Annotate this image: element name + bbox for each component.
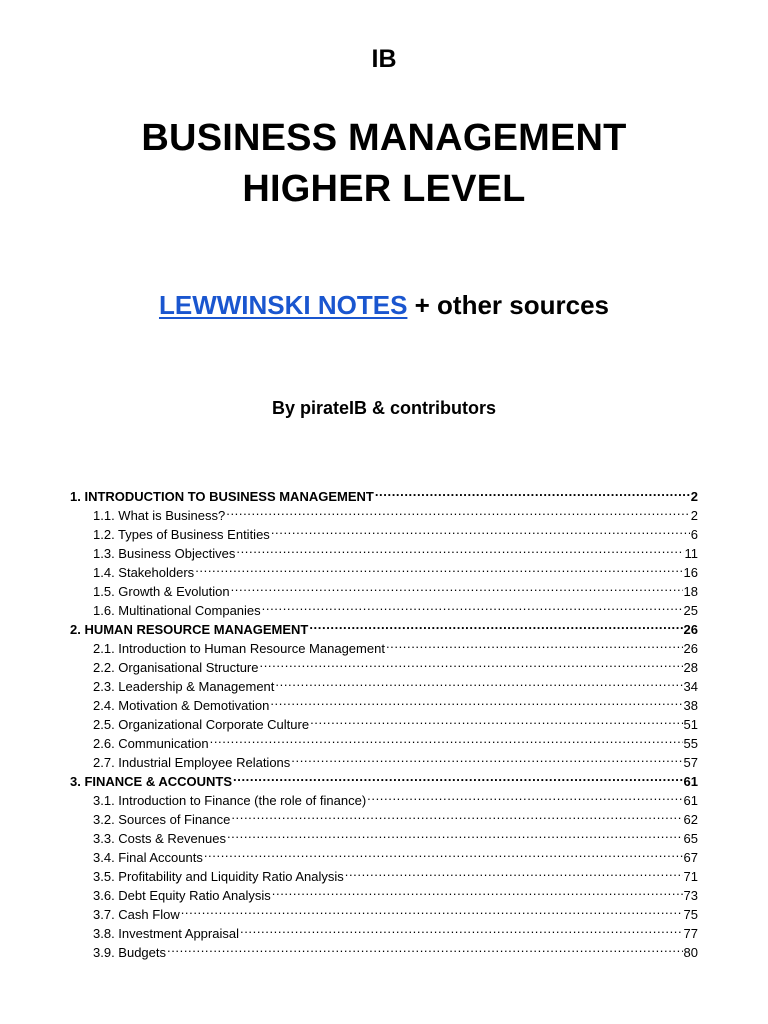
subtitle-rest: + other sources [407, 290, 609, 320]
toc-dot-leader [310, 710, 682, 729]
toc-dot-leader [309, 615, 682, 634]
toc-entry-label: 1.2. Types of Business Entities [93, 527, 270, 542]
toc-entry-label: 2.5. Organizational Corporate Culture [93, 717, 310, 732]
toc-dot-leader [240, 919, 683, 938]
toc-dot-leader [227, 824, 683, 843]
document-label-ib: IB [371, 45, 397, 73]
toc-entry-label: 2.1. Introduction to Human Resource Management [93, 641, 385, 656]
toc-entry-label: 1.5. Growth & Evolution [93, 584, 230, 599]
toc-page-number: 55 [683, 736, 698, 751]
toc-entry-label: 3.6. Debt Equity Ratio Analysis [93, 888, 271, 903]
toc-entry-label: 1.4. Stakeholders [93, 565, 195, 580]
lewwinski-notes-link[interactable]: LEWWINSKI NOTES [158, 290, 408, 320]
toc-dot-leader [226, 501, 690, 520]
toc-page-number: 6 [690, 527, 698, 542]
toc-dot-leader [210, 729, 683, 748]
toc-page-number: 67 [683, 850, 698, 865]
toc-entry-label: 2.4. Motivation & Demotivation [93, 698, 270, 713]
byline: By pirateIB & contributors [271, 398, 497, 418]
toc-page-number: 16 [683, 565, 698, 580]
toc-entry-label: 2.7. Industrial Employee Relations [93, 755, 291, 770]
toc-entry-label: 2. HUMAN RESOURCE MANAGEMENT [70, 622, 309, 637]
toc-entry-label: 1.6. Multinational Companies [93, 603, 261, 618]
toc-dot-leader [345, 862, 683, 881]
toc-entry-label: 3.3. Costs & Revenues [93, 831, 226, 846]
toc-page-number: 38 [683, 698, 698, 713]
toc-page-number: 26 [683, 641, 698, 656]
toc-entry-label: 3.2. Sources of Finance [93, 812, 231, 827]
toc-dot-leader [271, 520, 690, 539]
toc-dot-leader [367, 786, 682, 805]
toc-entry-label: 3.9. Budgets [93, 945, 166, 960]
toc-dot-leader [231, 577, 683, 596]
toc-entry-label: 2.3. Leadership & Management [93, 679, 275, 694]
toc-page-number: 71 [683, 869, 698, 884]
toc-page-number: 65 [683, 831, 698, 846]
toc-page-number: 77 [683, 926, 698, 941]
document-subtitle [0, 288, 768, 322]
toc-dot-leader [195, 558, 682, 577]
toc-page-number: 11 [684, 546, 698, 561]
toc-page-number: 57 [683, 755, 698, 770]
toc-page-number: 80 [683, 945, 698, 960]
toc-page-number: 28 [683, 660, 698, 675]
toc-dot-leader [167, 938, 683, 957]
toc-entry-label: 3.4. Final Accounts [93, 850, 203, 865]
table-of-contents [70, 482, 698, 960]
toc-dot-leader [272, 881, 683, 900]
toc-dot-leader [204, 843, 683, 862]
toc-page-number: 18 [683, 584, 698, 599]
toc-page-number: 61 [683, 793, 698, 808]
toc-page-number: 2 [690, 489, 698, 504]
toc-page-number: 2 [690, 508, 698, 523]
toc-entry-label: 3.1. Introduction to Finance (the role of finance) [93, 793, 367, 808]
toc-page-number: 62 [683, 812, 698, 827]
toc-entry-label: 1.1. What is Business? [93, 508, 226, 523]
toc-entry-label: 3.8. Investment Appraisal [93, 926, 239, 941]
toc-dot-leader [275, 672, 682, 691]
toc-dot-leader [231, 805, 682, 824]
toc-entry-label: 3. FINANCE & ACCOUNTS [70, 774, 233, 789]
toc-page-number: 75 [683, 907, 698, 922]
toc-page-number: 51 [683, 717, 698, 732]
title-line-2: HIGHER LEVEL [242, 168, 526, 210]
toc-dot-leader [262, 596, 683, 615]
toc-dot-leader [386, 634, 683, 653]
toc-dot-leader [236, 539, 683, 558]
toc-page-number: 26 [683, 622, 698, 637]
toc-entry-label: 3.7. Cash Flow [93, 907, 180, 922]
toc-dot-leader [270, 691, 682, 710]
toc-dot-leader [259, 653, 682, 672]
toc-entry-label: 1.3. Business Objectives [93, 546, 236, 561]
toc-entry-label: 3.5. Profitability and Liquidity Ratio Analysis [93, 869, 344, 884]
toc-page-number: 25 [683, 603, 698, 618]
toc-entry-label: 2.6. Communication [93, 736, 209, 751]
toc-dot-leader [291, 748, 682, 767]
toc-page-number: 61 [683, 774, 698, 789]
toc-entry-label: 2.2. Organisational Structure [93, 660, 259, 675]
document-title [0, 113, 768, 215]
toc-dot-leader [233, 767, 683, 786]
toc-dot-leader [181, 900, 683, 919]
toc-entry-label: 1. INTRODUCTION TO BUSINESS MANAGEMENT [70, 489, 374, 504]
toc-page-number: 34 [683, 679, 698, 694]
toc-dot-leader [375, 482, 690, 501]
title-line-1: BUSINESS MANAGEMENT [141, 117, 627, 159]
toc-page-number: 73 [683, 888, 698, 903]
toc-section-entry[interactable] [70, 482, 698, 504]
